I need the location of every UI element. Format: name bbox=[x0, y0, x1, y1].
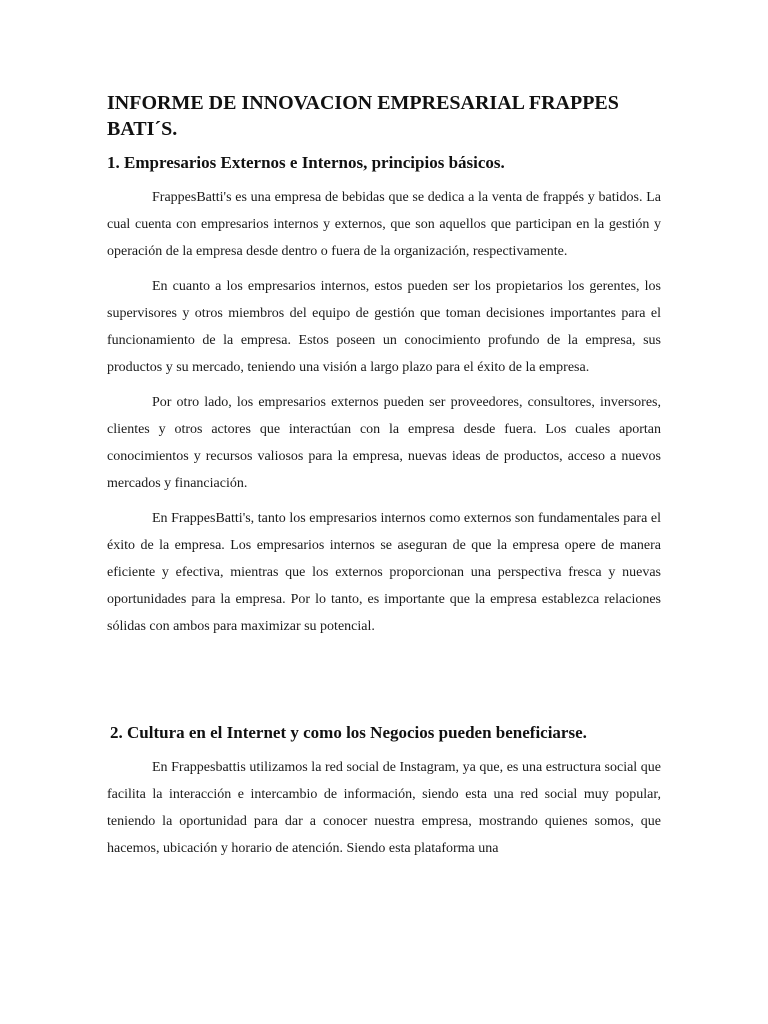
section-2-heading: 2. Cultura en el Internet y como los Negocios pueden beneficiarse. bbox=[110, 723, 587, 742]
section-1-heading: 1. Empresarios Externos e Internos, principios básicos. bbox=[107, 153, 505, 172]
section-2-paragraph-1: En Frappesbattis utilizamos la red social de Instagram, ya que, es una estructura social que facilita la interacción e intercambio de información, siendo esta una red social muy popular, teniendo la oportunidad para dar a conocer nuestra empresa, mostrando quienes somos, que hacemos, ubicación y horario de atención. Siendo esta plataforma una bbox=[107, 760, 661, 856]
section-1-paragraph-2: En cuanto a los empresarios internos, estos pueden ser los propietarios los gerentes, los supervisores y otros miembros del equipo de gestión que toman decisiones importantes para el funcionamiento de la empresa. Estos poseen un conocimiento profundo de la empresa, sus productos y su mercado, teniendo una visión a largo plazo para el éxito de la empresa. bbox=[107, 279, 661, 375]
document-page bbox=[107, 90, 661, 870]
section-1-paragraph-3: Por otro lado, los empresarios externos pueden ser proveedores, consultores, inversores, clientes y otros actores que interactúan con la empresa desde fuera. Los cuales aportan conocimientos y recursos valiosos para la empresa, nuevas ideas de productos, acceso a nuevos mercados y financiación. bbox=[107, 395, 661, 491]
document-title: INFORME DE INNOVACION EMPRESARIAL FRAPPES BATI´S. bbox=[107, 92, 619, 140]
section-1-paragraph-1: FrappesBatti's es una empresa de bebidas que se dedica a la venta de frappés y batidos. La cual cuenta con empresarios internos y externos, que son aquellos que participan en la gestión y operación de la empresa desde dentro o fuera de la organización, respectivamente. bbox=[107, 190, 661, 259]
section-1-paragraph-4: En FrappesBatti's, tanto los empresarios internos como externos son fundamentales para el éxito de la empresa. Los empresarios internos se aseguran de que la empresa opere de manera eficiente y efectiva, mientras que los externos proporcionan una perspectiva fresca y nuevas oportunidades para la empresa. Por lo tanto, es importante que la empresa establezca relaciones sólidas con ambos para maximizar su potencial. bbox=[107, 511, 661, 634]
